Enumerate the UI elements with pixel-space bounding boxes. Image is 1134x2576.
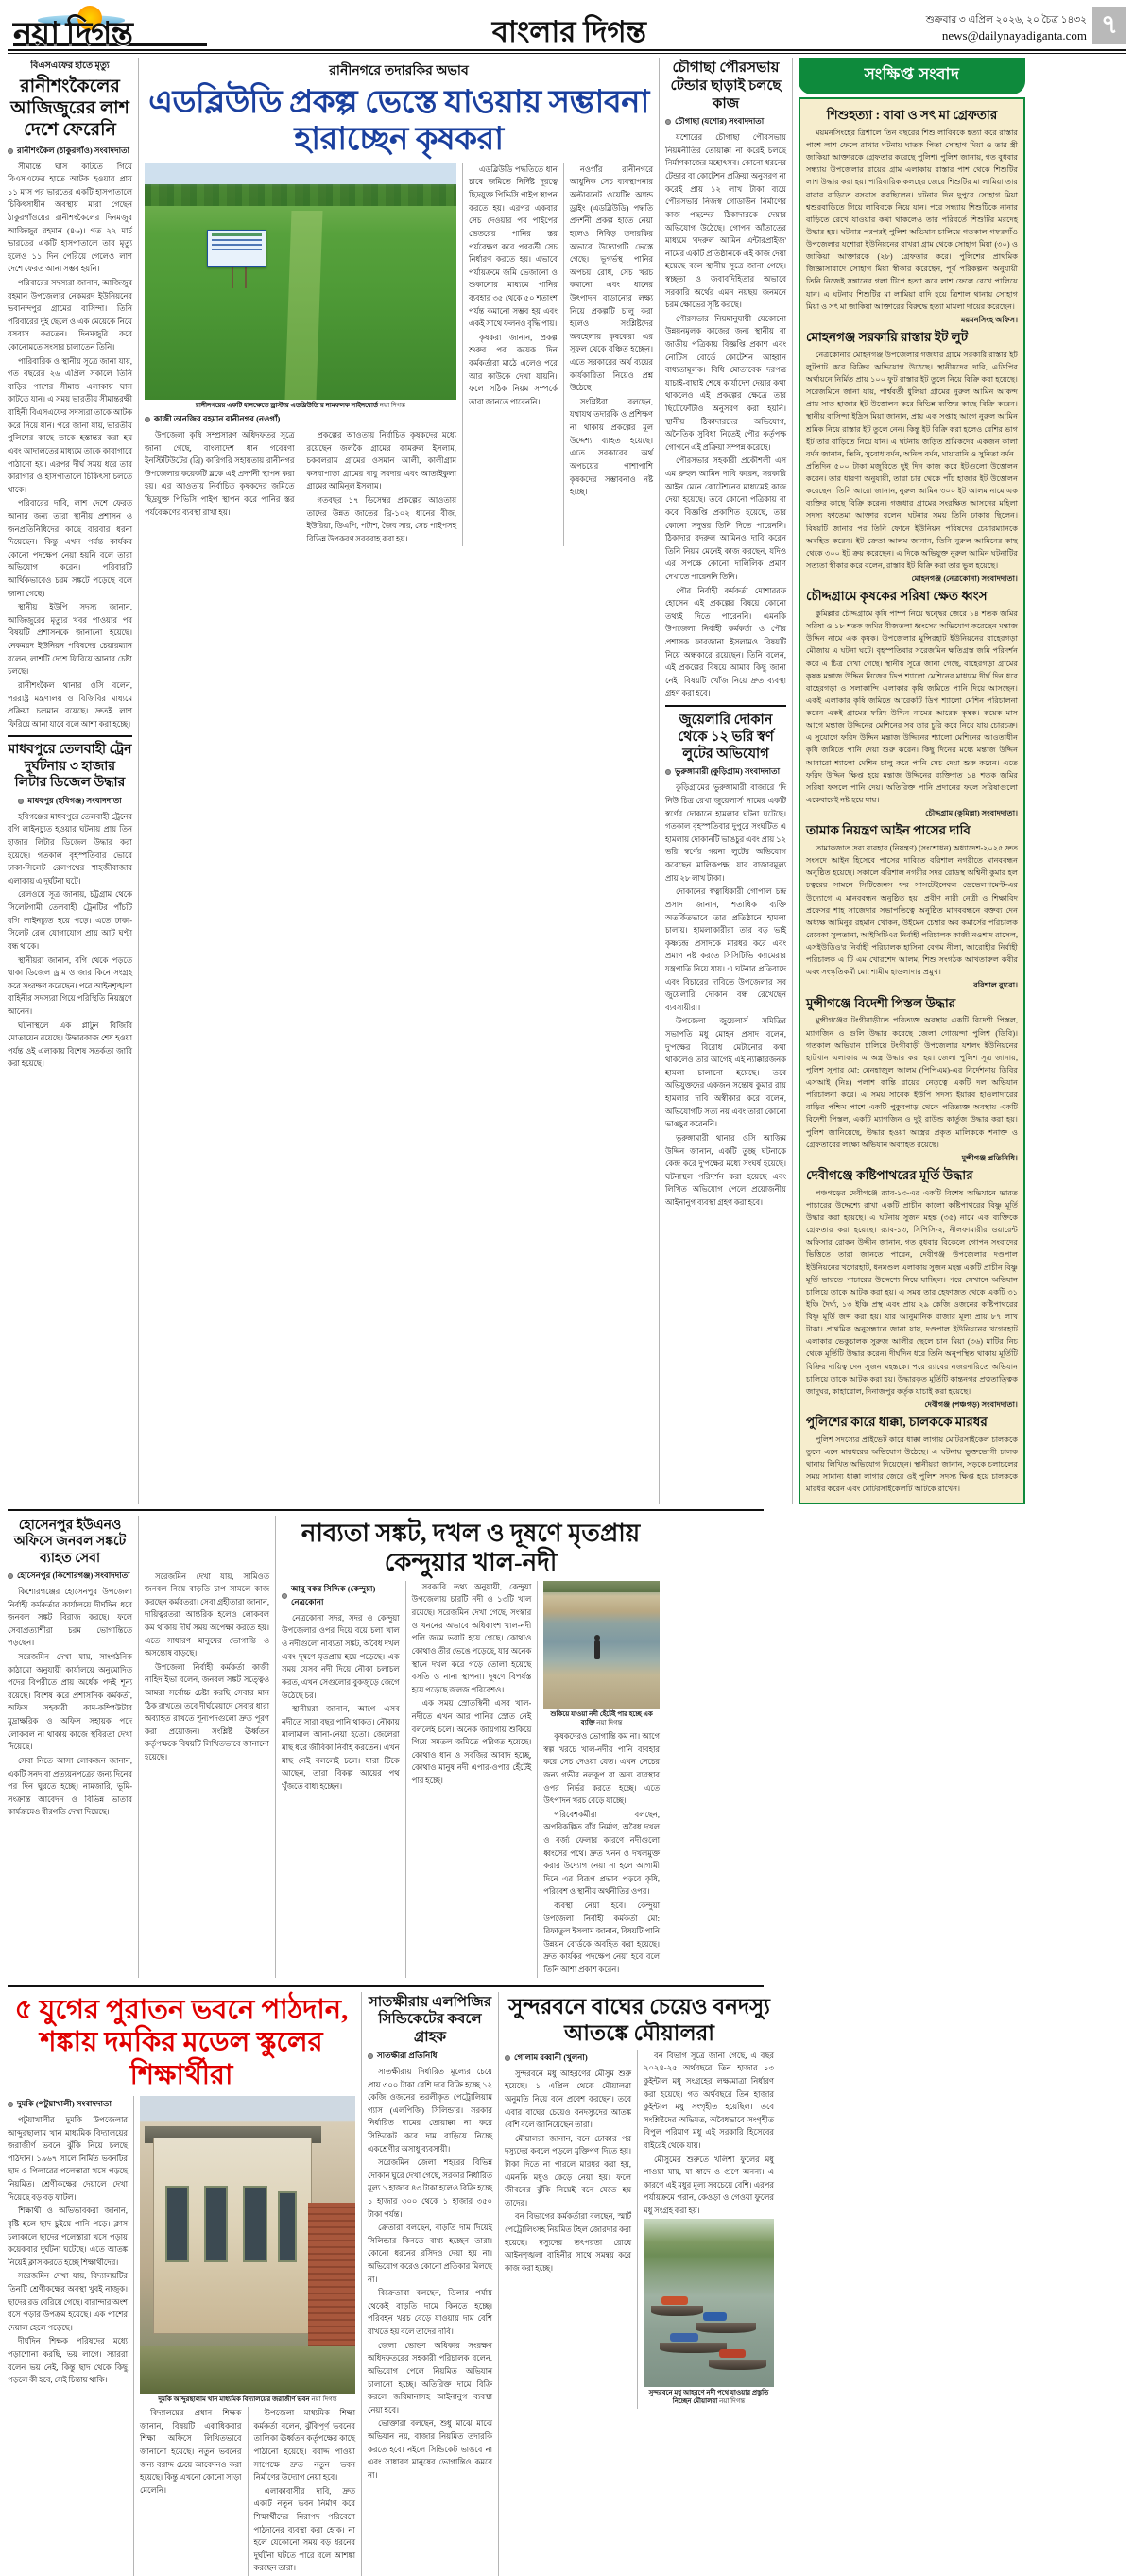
brief-item-title: মোহনগঞ্জ সরকারি রাস্তার ইট লুট xyxy=(806,329,969,344)
sundarban-col-a xyxy=(505,2050,631,2409)
left-para-1: পরিবারের সদস্যরা জানান, আজিজুর রহমান উপজেলার নেকমরদ ইউনিয়নের ভবানন্দপুর গ্রামের বাসিন্দা। তিনি পরিবারের দুই ছেলে ও এক মেয়েকে নিয়ে বসবাস করতেন। দিনমজুরি করে কোনোমতে সংসার চালাতেন তিনি। xyxy=(8,279,132,352)
school-lower-b xyxy=(254,2407,356,2576)
brief-item-source: মুন্সীগঞ্জ প্রতিনিধি। xyxy=(961,1153,1018,1162)
lead-sub-cols xyxy=(145,429,456,546)
school-headline[interactable]: ৫ যুগের পুরাতন ভবনে পাঠদান, শঙ্কায় দমকির মডেল স্কুলের শিক্ষার্থীরা xyxy=(14,1994,349,2091)
boat-graphic xyxy=(651,2306,703,2316)
brief-item-body: নেত্রকোনার মোহনগঞ্জ উপজেলার গজধার গ্রামে সরকারি রাস্তার ইট লুটপাট করে বিক্রির অভিযোগ উঠেছে। স্থানীয়দের দাবি, এডিপির অর্থায়নে নির্মিত প্রায় ১০০ ফুট রাস্তার ইট তুলে নিয়ে বিক্রি করা হয়েছে। সরেজমিনে জানা যায়, পার্শ্ববর্তী ধুলিয়া গ্রামের নুরুল আমিন আকন্দ প্রায় সাত হাজার ইট উত্তোলন করে বিভিন্ন ব্যক্তির কাছে বিক্রি করেন। স্থানীয় বাসিন্দা ইদ্রিস মিয়া জানান, প্রায় এক সপ্তাহ আগে নুরুল আমিন শ্রমিক নিয়ে রাস্তার ইট তুলে নেন। কিন্তু ইট বিক্রি করা হলেও বেশির ভাগ ইট তার বাড়িতে নিয়ে যান। এ ঘটনায় জড়িত শ্রমিকদের একজন কালা বর্মন জানান, তিনি, সুবোধ বর্মন, অনিল বর্মন, মায়ারানি ও সুনিতা বর্মন– প্রতিদিন ৫০০ টাকা মজুরিতে দুই দিন কাজ করে ইটগুলো উত্তোলন করেন। তার ধারণা অনুযায়ী, তারা চার থেকে পাঁচ হাজার ইট উত্তোলন করেছেন। তিনি আরো জানান, নুরুল আমিন ৩০০ ইট আলম নামে এক ব্যক্তির কাছে বিক্রি করেন। গজধার গ্রামের সংরক্ষিত আসনের মহিলা সদস্য ফাতেমা আক্তার বলেন, ঘটনার সময় তিনি ঢাকায় ছিলেন। বিষয়টি জানার পর তিনি ফোনে ইউনিয়ন পরিষদের চেয়ারম্যানকে অবহিত করেন। ইট ক্রেতা আলম জানান, তিনি নুরুল আমিনের কাছ থেকে ৩০০ ইট ক্রয় করেছেন। এ দিকে অভিযুক্ত নুরুল আমিন ঘটনাটির সত্যতা স্বীকার করে বলেন, রাস্তার ইট বিক্রি করা তার ভুল হয়েছে। xyxy=(806,350,1018,570)
lead-headline[interactable]: এডব্লিউডি প্রকল্প ভেস্তে যাওয়ায় সম্ভাবনা হারাচ্ছেন কৃষকরা xyxy=(148,85,649,158)
sundarban-para-4: বন বিভাগের কর্মকর্তারা বলছেন, স্মার্ট পেট্রোলিংসহ নিয়মিত টহল জোরদার করা হয়েছে। দস্যুদের তৎপরতা রোধে আইনশৃঙ্খলা বাহিনীর সাথে সমন্বয় করে কাজ করা হচ্ছে। xyxy=(505,2212,632,2273)
mid-left-col-2 xyxy=(145,1516,269,1978)
brief-item-title: শিশুহত্যা : বাবা ও সৎ মা গ্রেফতার xyxy=(826,108,998,122)
brief-item-source: চৌদ্দগ্রাম (কুমিল্লা) সংবাদদাতা। xyxy=(925,809,1018,817)
hossainpur-byline xyxy=(8,1570,132,1583)
brief-item-source: দেবীগঞ্জ (পঞ্চগড়) সংবাদদাতা। xyxy=(924,1400,1018,1409)
boat-graphic xyxy=(696,2323,755,2333)
kendua-para-3: স্থানীয়রা জানান, আগে এসব নদীতে সারা বছর পানি থাকত। নৌকায় মালামাল আনা-নেয়া হতো। জেলেরা মাছ ধরে জীবিকা নির্বাহ করতেন। এখন মাছ নেই বললেই চলে। যারা টিকে আছেন, তারা বিকল্প আয়ের পথ খুঁজতে বাধ্য হচ্ছেন। xyxy=(282,1705,400,1791)
chougacha-para-3: পৌর নির্বাহী কর্মকর্তা মোশাররফ হোসেন এই প্রকল্পের বিষয়ে কোনো তথ্যই দিতে পারেননি। এমনকি উপজেলা নির্বাহী কর্মকর্তা ও পৌর প্রশাসক ফারজানা ইসলামও বিষয়টি নিয়ে অন্ধকারে রয়েছেন। তিনি বলেন, এই প্রকল্পের বিষয়ে আমার কিছু জানা নেই। বিষয়টি খোঁজ নিয়ে দ্রুত ব্যবস্থা গ্রহণ করা হবে। xyxy=(665,586,786,698)
lead-story xyxy=(145,58,653,1504)
kendua-cols xyxy=(282,1581,660,1978)
lead-photo xyxy=(145,163,456,400)
chougacha-para-2: পৌরসভার সহকারী প্রকৌশলী এস এম রুহুল আমিন দাবি করেন, সরকারি আইন মেনে কোটেশনের মাধ্যমেই কাজ দেয়া হয়েছে। তবে কোনো পত্রিকায় বা কবে বিজ্ঞপ্তি প্রকাশিত হয়েছে, তার কোনো সদুত্তর তিনি দিতে পারেননি। ঠিকাদার বদরুল আমিনও দাবি করেন তিনি নিয়ম মেনেই কাজ করছেন, যদিও এর সপক্ষে কোনো দালিলিক প্রমাণ দেখাতে পারেননি তিনি। xyxy=(665,456,786,581)
column-divider xyxy=(361,1992,362,2576)
left-para-2: পারিবারিক ও স্থানীয় সূত্রে জানা যায়, গত বছরের ২৬ এপ্রিল সকালে তিনি বাড়ির পাশের সীমান্ত এলাকায় ঘাস কাটতে যান। এ সময় ভারতীয় সীমান্তরক্ষী বাহিনী বিএসএফের সদস্যরা তাকে আটক করে নিয়ে যান। পরে জানা যায়, ভারতীয় পুলিশের কাছে তাকে হস্তান্তর করা হয় এবং আদালতের মাধ্যমে তাকে কারাগারে পাঠানো হয়। এরপর দীর্ঘ সময় ধরে তার কারাগার ও হাসপাতালে চিকিৎসা চলতে থাকে। xyxy=(8,356,132,494)
brief-item-title: পুলিশের কারে ধাক্কা, চালককে মারধর xyxy=(806,1415,988,1429)
brief-item[interactable] xyxy=(806,823,1018,991)
bullet-icon xyxy=(665,769,671,775)
brief-item[interactable] xyxy=(806,108,1018,326)
column-divider xyxy=(498,1992,499,2576)
brief-item-title: মুন্সীগঞ্জে বিদেশী পিস্তল উদ্ধার xyxy=(806,995,956,1010)
left-column xyxy=(8,58,132,1504)
kendua-para-1: সরকারি তথ্য অনুযায়ী, কেন্দুয়া উপজেলায় চারটি নদী ও ১৩টি খাল রয়েছে। সরেজমিন দেখা গেছে, সংস্কার ও খননের অভাবে অধিকাংশ খাল-নদী পলি জমে ভরাট হয়ে গেছে। কোথাও কোথাও তীর ভেঙে পড়েছে, যার অনেক স্থানে দখল করে গড়ে তোলা হয়েছে বসতি ও নানা স্থাপনা। দূষণে বিপর্যস্ত হয়ে পড়েছে জলজ পরিবেশও। xyxy=(411,1582,532,1694)
school-para-5: দীর্ঘদিন শিক্ষক পরিষদের মধ্যে পড়াশোনা করছি, ভয় লাগে। স্যাররা বলেন ভয় নেই, কিন্তু ছাদ থেকে কিছু পড়লে কী হবে, সেই চিন্তায় থাকি। xyxy=(8,2337,128,2385)
lpg-para-1: সরেজমিন জেলা শহরের বিভিন্ন দোকান ঘুরে দেখা গেছে, সরকার নির্ধারিত মূল্য ১ হাজার ৪৩ টাকা হলেও বিক্রি হচ্ছে ১ হাজার ৩০০ থেকে ১ হাজার ৩৫০ টাকা পর্যন্ত। xyxy=(368,2158,492,2219)
lead-col-c xyxy=(469,163,558,547)
left-story2-byline xyxy=(8,795,132,808)
lead-byline-text: কাজী তানজির রহমান রানীনগর (নওগাঁ) xyxy=(154,413,281,423)
school-para-6: এলাকাবাসীর দাবি, দ্রুত একটি নতুন ভবন নির্মাণ করে শিক্ষার্থীদের নিরাপদ পরিবেশে পাঠদানের ব্যবস্থা করা হোক। না হলে যেকোনো সময় বড় ধরনের দুর্ঘটনা ঘটতে পারে বলে আশঙ্কা করছেন তারা। xyxy=(253,2486,355,2573)
kendua-col-a xyxy=(282,1581,400,1978)
school-byline-text: দুমকি (পটুয়াখালী) সংবাদদাতা xyxy=(17,2099,112,2109)
left-divider xyxy=(8,735,132,737)
lpg-para-3: বিক্রেতারা বলছেন, ডিলার পর্যায় থেকেই বাড়তি দামে কিনতে হচ্ছে। পরিবহন খরচ বেড়ে যাওয়ায় দাম বেশি রাখতে হয় বলে তাদের দাবি। xyxy=(368,2289,492,2337)
sundarban-para-1: বন বিভাগ সূত্রে জানা গেছে, এ বছর ২০২৪-২৫ অর্থবছরে তিন হাজার ১৩ কুইন্টাল মধু সংগ্রহের লক্ষ্যমাত্রা নির্ধারণ করা হয়েছে। গত অর্থবছরে তিন হাজার কুইন্টাল মধু সংগৃহীত হয়েছিল। তবে সংশ্লিষ্টদের অভিমত, অবৈধভাবে সংগৃহীত বিপুল পরিমাণ মধু এই সরকারি হিসেবের বাইরেই থেকে যায়। xyxy=(644,2051,774,2150)
column-divider xyxy=(462,163,463,547)
jewellery-byline-text: ভুরুঙ্গামারী (কুড়িগ্রাম) সংবাদদাতা xyxy=(675,766,781,777)
lead-para-1: উপজেলা কৃষি সম্প্রসারণ অধিদফতর সূত্রে জানা গেছে, বাংলাদেশ ধান গবেষণা ইনস্টিটিউটের (ব্রি) কারিগরি সহায়তায় রানীনগর উপজেলার কয়েকটি ব্লকে এই প্রদর্শনী স্থাপন করা হয়। এর আওতায় নির্বাচিত কৃষকদের জমিতে ছিদ্রযুক্ত পিভিসি পাইপ স্থাপন করে পানির স্তর পর্যবেক্ষণের ব্যবস্থা রাখা হয়। xyxy=(145,430,295,517)
left-story2-headline[interactable]: মাধবপুরে তেলবাহী ট্রেন দুর্ঘটনায় ৩ হাজার লিটার ডিজেল উদ্ধার xyxy=(8,743,132,791)
kendua-caption-text: শুকিয়ে যাওয়া নদী হেঁটেই পার হচ্ছে এক ব্যক্তি xyxy=(550,1709,653,1726)
sundarban-caption-credit: নয়া দিগন্ত xyxy=(719,2396,746,2405)
school-para-3: বিদ্যালয়ের প্রধান শিক্ষক জানান, বিষয়টি একাধিকবার শিক্ষা অফিসে লিখিতভাবে জানানো হয়েছে। নতুন ভবনের জন্য বরাদ্দ চেয়ে আবেদনও করা হয়েছে। কিন্তু এখনো কোনো সাড়া মেলেনি। xyxy=(140,2409,242,2495)
school-para-0: পটুয়াখালীর দুমকি উপজেলার আব্দুরছালাম খান মাধ্যমিক বিদ্যালয়ের জরাজীর্ণ ভবনে ঝুঁকি নিয়ে চলছে পাঠদান। ১৯৬৭ সালে নির্মিত ভবনটির ছাদ ও পিলারের পলেস্তারা খসে পড়ছে নিয়মিত। শ্রেণীকক্ষের দেয়ালে দেখা দিয়েছে বড় বড় ফাটল। xyxy=(8,2116,128,2202)
column-divider xyxy=(637,2050,638,2409)
school-lower-a xyxy=(140,2407,242,2576)
brief-item-body: তামাকজাত দ্রব্য ব্যবহার (নিয়ন্ত্রণ) (সংশোধন) অধ্যাদেশ-২০২৫ দ্রুত সংসদে আইন হিসেবে পাসের দাবিতে বরিশাল নগরীতে মানববন্ধন অনুষ্ঠিত হয়েছে। সকালে বরিশাল নগরীর সদর রোডস্থ অশ্বিনী কুমার হল চত্বরের সামনে সিটিজেনস ফর সাসটেইনেবল ডেভেলপমেন্ট-এর উদ্যোগে এ মানববন্ধন অনুষ্ঠিত হয়। প্রবীণ নারী নেত্রী ও শিক্ষাবিদ প্রফেসর শাহ সাজেদার সভাপতিত্বে অনুষ্ঠিত মানববন্ধনে বক্তব্য দেন অধ্যক্ষ আমিনুর রহমান খোকন, উইমেন চেম্বার অব কমার্সের পরিচালক রেবেকা সুলতানা, আইসিটিএর নির্বাহী পরিচালক কাজী নওশাদ রাসেল, এসইউডিও'র নির্বাহী পরিচালক হাসিনা বেগম নীলা, আরোহীর নির্বাহী পরিচালক এ টি এম খোরশেদ আলম, শিশু সংগঠক আখতারুল কবীর এবং সংস্কৃতিকর্মী মো: শামীম হাওলাদার প্রমুখ। xyxy=(806,844,1018,977)
left-para-4: স্থানীয় ইউপি সদস্য জানান, আজিজুরের মৃত্যুর খবর পাওয়ার পর বিষয়টি প্রশাসনকে জানানো হয়েছে। নেকমরদ ইউনিয়ন পরিষদের চেয়ারম্যান বলেন, লাশটি দেশে ফিরিয়ে আনার চেষ্টা চলছে। xyxy=(8,603,132,677)
cargo-graphic xyxy=(703,2312,727,2321)
lpg-para-4: জেলা ভোক্তা অধিকার সংরক্ষণ অধিদফতরের সহকারী পরিচালক বলেন, অভিযোগ পেলে নিয়মিত অভিযান চালানো হচ্ছে। অতিরিক্ত দামে বিক্রি করলে জরিমানাসহ আইনানুগ ব্যবস্থা নেয়া হবে। xyxy=(368,2341,492,2414)
brief-item[interactable] xyxy=(806,589,1018,819)
lead-caption-text: রানীনগরের একটি ধানক্ষেতে ড্রাস্টার এডব্লিউডি'র নামফলক সাইনবোর্ড xyxy=(196,401,379,409)
school-lower-cols xyxy=(140,2407,355,2576)
lead-col-d xyxy=(570,163,653,547)
kendua-byline xyxy=(282,1583,400,1609)
sundarban-para-0: সুন্দরবনে মধু আহরণের মৌসুম শুরু হয়েছে। ১ এপ্রিল থেকে মৌয়ালরা অনুমতি নিয়ে বনে প্রবেশ করছেন। তবে এবার বাঘের চেয়েও বনদস্যুদের আতঙ্ক বেশি বলে জানিয়েছেন তারা। xyxy=(505,2069,632,2130)
jewellery-para-0: কুড়িগ্রামের ভুরুঙ্গামারী বাজারে 'দি নিউ চিত্র রেখা জুয়েলার্স' নামের একটি স্বর্ণের দোকানে হামলার ঘটনা ঘটেছে। গতকাল বৃহস্পতিবার দুপুরে সংঘটিত এ হামলায় দোকানটি ভাঙচুর এবং প্রায় ১২ ভরি স্বর্ণের গয়না লুটের অভিযোগ করেছেন মালিকপক্ষ; যার বাজারমূল্য প্রায় ২৮ লাখ টাকা। xyxy=(665,783,786,883)
bottom-zone-divider xyxy=(8,1985,764,1987)
kendua-col-c xyxy=(543,1581,660,1978)
bullet-icon xyxy=(505,2055,510,2061)
lead-para-0: নওগাঁর রানীনগরে আধুনিক সেচ ব্যবস্থাপনার অল্টারনেট ওয়েটিং অ্যান্ড ড্রাইং (এডব্লিউডি) পদ্ধতি প্রদর্শনী প্রকল্প হাতে নেয়া হলেও নিবিড় তদারকির অভাবে উদ্যোগটি ভেস্তে গেছে। ভূগর্ভস্থ পানির অপচয় রোধ, সেচ খরচ কমানো এবং ধানের উৎপাদন বাড়ানোর লক্ষ্য নিয়ে প্রকল্পটি চালু করা হলেও সংশ্লিষ্টদের অবহেলায় কৃষকেরা এর সুফল থেকে বঞ্চিত হচ্ছেন। এতে সরকারের অর্থ ব্যয়ের কার্যকারিতা নিয়েও প্রশ্ন উঠেছে। xyxy=(569,164,653,393)
lpg-headline[interactable]: সাতক্ষীরায় এলপিজির সিন্ডিকেটের কবলে গ্রাহক xyxy=(368,1994,492,2046)
bullet-icon xyxy=(18,799,24,804)
brief-item-title: চৌদ্দগ্রামে কৃষকের সরিষা ক্ষেত ধ্বংস xyxy=(806,589,988,604)
person-figure xyxy=(594,1640,600,1659)
signboard-leg xyxy=(232,267,233,289)
sundarban-headline[interactable]: সুন্দরবনে বাঘের চেয়েও বনদস্যু আতঙ্কে মৌয়ালরা xyxy=(508,1994,770,2045)
lpg-para-0: সাতক্ষীরায় নির্ধারিত মূল্যের চেয়ে প্রায় ৩০০ টাকা বেশি দরে বিক্রি হচ্ছে ১২ কেজি ওজনের তরলীকৃত পেট্রোলিয়াম গ্যাস (এলপিজি) সিলিন্ডার। সরকার নির্ধারিত দামের তোয়াক্কা না করে সিন্ডিকেট করে দাম বাড়িয়ে নিচ্ছে একশ্রেণীর অসাধু ব্যবসায়ী। xyxy=(368,2067,492,2154)
school-col-b xyxy=(140,2096,355,2576)
left-story2-para-2: স্থানীয়রা জানান, বগি থেকে পড়তে থাকা ডিজেল ড্রাম ও জার কিনে সংগ্রহ করে সংরক্ষণ করেছেন। পরে আইনশৃঙ্খলা বাহিনীর সদস্যরা গিয়ে পরিস্থিতি নিয়ন্ত্রণে আনেন। xyxy=(8,955,132,1016)
bullet-icon xyxy=(665,119,671,125)
school-para-1: শিক্ষার্থী ও অভিভাবকরা জানান, বৃষ্টি হলে ছাদ চুইয়ে পানি পড়ে। ক্লাস চলাকালে ছাদের পলেস্তারা খসে পড়ায় কয়েকবার দুর্ঘটনা ঘটেছে। এতে আতঙ্ক নিয়েই ক্লাস করতে হচ্ছে শিক্ষার্থীদের। xyxy=(8,2207,128,2267)
kendua-para-6: ব্যবস্থা নেয়া হবে। কেন্দুয়া উপজেলা নির্বাহী কর্মকর্তা মো: রিফাতুল ইসলাম জানান, বিষয়টি পানি উন্নয়ন বোর্ডকে অবহিত করা হয়েছে। দ্রুত কার্যকর পদক্ষেপ নেয়া হবে বলে তিনি আশা প্রকাশ করেন। xyxy=(543,1900,660,1975)
brief-news-sidebar xyxy=(799,58,1025,1504)
column-divider xyxy=(138,1516,139,1978)
chougacha-byline-text: চৌগাছা (যশোর) সংবাদদাতা xyxy=(675,116,765,127)
logo-text: নয়া দিগন্ত xyxy=(13,17,132,52)
ground-graphic xyxy=(140,2346,355,2394)
bullet-icon xyxy=(8,148,13,154)
brief-item[interactable] xyxy=(806,330,1018,585)
sundarban-story xyxy=(505,1992,774,2576)
lead-sub-col-a xyxy=(145,429,295,546)
lead-kicker: রানীনগরে তদারকির অভাব xyxy=(329,64,469,78)
kendua-photo xyxy=(543,1581,660,1709)
lead-caption-credit: নয়া দিগন্ত xyxy=(379,401,405,409)
brief-item-source: মোহনগঞ্জ (নেত্রকোনা) সংবাদদাতা। xyxy=(911,575,1018,583)
hossainpur-para-2: সেবা নিতে আসা লোকজন জানান, একটি সনদ বা প্রত্যয়নপত্রের জন্য দিনের পর দিন ঘুরতে হচ্ছে। নামজারি, ভূমি-সংক্রান্ত আবেদন ও বিভিন্ন ভাতার কার্যক্রমেও ধীরগতি দেখা দিয়েছে। xyxy=(8,1756,132,1817)
brief-item[interactable] xyxy=(806,1168,1018,1411)
kendua-para-5: পরিবেশকর্মীরা বলছেন, অপরিকল্পিত বাঁধ নির্মাণ, অবৈধ দখল ও বর্জ্য ফেলার কারণে নদীগুলো ধ্বংসের পথে। দ্রুত খনন ও দখলমুক্ত করার উদ্যোগ নেয়া না হলে আগামী দিনে এর বিরূপ প্রভাব পড়বে কৃষি, পরিবেশ ও স্থানীয় অর্থনীতির ওপর। xyxy=(543,1810,660,1897)
lpg-byline-text: সাতক্ষীরা প্রতিনিধি xyxy=(377,2050,438,2060)
bullet-icon xyxy=(368,2053,373,2059)
left-story2-byline-text: মাধবপুর (হবিগঞ্জ) সংবাদদাতা xyxy=(27,795,122,805)
brief-item[interactable] xyxy=(806,1415,1018,1496)
cargo-graphic xyxy=(719,2349,746,2358)
bullet-icon xyxy=(8,1573,13,1579)
left-byline-text: রানীশংকৈল (ঠাকুরগাঁও) সংবাদদাতা xyxy=(17,145,130,155)
column-divider xyxy=(275,1516,276,1978)
kendua-para-0: নেত্রকোনা সদর, সদর ও কেন্দুয়া উপজেলার ওপর দিয়ে বয়ে চলা খাল ও নদীগুলো নাব্যতা সঙ্কট, অবৈধ দখল এবং দূষণে মৃতপ্রায় হয়ে পড়েছে। এক সময় যেসব নদী দিয়ে নৌকা চলাচল করত, এখন সেগুলোর বুকজুড়ে জেগে উঠেছে চর। xyxy=(282,1613,400,1700)
sundarban-photo xyxy=(644,2219,774,2387)
sundarban-byline xyxy=(505,2052,631,2065)
kendua-headline[interactable]: নাব্যতা সঙ্কট, দখল ও দূষণে মৃতপ্রায় কেন্দুয়ার খাল-নদী xyxy=(301,1519,641,1576)
window-graphic xyxy=(204,2186,228,2263)
brief-news-box xyxy=(799,97,1025,1504)
school-caption-text: দুমকি আব্দুরছালাম খান মাধ্যমিক বিদ্যালয়ের জরাজীর্ণ ভবন xyxy=(158,2396,310,2404)
lead-byline xyxy=(145,413,456,426)
chougacha-divider xyxy=(665,705,786,707)
brief-item-source: ময়মনসিংহ অফিস। xyxy=(960,315,1018,324)
boat-graphic xyxy=(709,2360,766,2370)
lead-para-6: সংশ্লিষ্টরা বলছেন, যথাযথ তদারকি ও প্রশিক্ষণ না থাকায় প্রকল্পের মূল উদ্দেশ্য ব্যাহত হয়েছে। এতে সরকারের অর্থ অপচয়ের পাশাপাশি কৃষকদের সম্ভাবনাও নষ্ট হচ্ছে। xyxy=(569,397,653,497)
publication-date: শুক্রবার ৩ এপ্রিল ২০২৬, ২০ চৈত্র ১৪৩২ xyxy=(925,15,1087,26)
school-para-4: উপজেলা মাধ্যমিক শিক্ষা কর্মকর্তা বলেন, ঝুঁকিপূর্ণ ভবনের তালিকা ঊর্ধ্বতন কর্তৃপক্ষের কাছে পাঠানো হয়েছে। বরাদ্দ পাওয়া সাপেক্ষে দ্রুত নতুন ভবন নির্মাণের উদ্যোগ নেয়া হবে। xyxy=(253,2409,355,2482)
brief-item-body: পুলিশ সদস্যের প্রাইভেট কারে ধাক্কা লাগায় মোটরসাইকেল চালককে তুলে এনে মারধরের অভিযোগ উঠেছে। এ ঘটনায় ভুক্তভোগী চালক থানায় লিখিত অভিযোগ দিয়েছেন। স্থানীয়রা জানান, সড়কে চলাচলের সময় সামান্য ধাক্কা লাগার জেরে ওই পুলিশ সদস্য ক্ষিপ্ত হয়ে চালককে মারধর করেন এবং মোটরসাইকেলটি আটকে রাখেন। xyxy=(806,1434,1018,1494)
brief-item-body: কুমিল্লার চৌদ্দগ্রামে কৃষি পাম্প নিয়ে দ্বন্দ্বের জেরে ১৪ শতক জমির সরিষা ও ১৮ শতক জমির বীজতলা ধ্বংসের অভিযোগ করেছেন মন্তাজ উদ্দিন নামে এক কৃষক। উপজেলার মুন্সিরহাট ইউনিয়নের বাহেরগড়া মৌজায় এ ঘটনা ঘটে। বৃহস্পতিবার সরেজমিন ক্ষতিগ্রস্ত জমি পরিদর্শন করে এ চিত্র দেখা গেছে। স্থানীয় সূত্রে জানা গেছে, বাহেরগড়া গ্রামের কৃষক মন্তাজ উদ্দিন নিজের ডিপ শ্যালো মেশিনের মাধ্যমে দীর্ঘ দিন ধরে বাহেরগড়া ও সলাকান্দি এলাকার কৃষি জমিতে পানি দিয়ে আসছেন। একই এলাকার কৃষি জমিতে আরেকটি ডিপ শ্যালো মেশিন পরিচালনা করেন একই গ্রামের ফরিদ উদ্দিন নামের আরেক কৃষক। কয়েক মাস আগে মন্তাজ উদ্দিনের মেশিনের সব তার চুরি করে নিয়ে যায় চোরচক্র। এ সুযোগে ফরিদ উদ্দিন মন্তাজ উদ্দিনের শ্যালো মেশিনের আওতাধীন কৃষি জমিতে পানি দেয়া শুরু করেন। কিছু দিনের মধ্যে মন্তাজ উদ্দিন আবারো শ্যালো মেশিন চালু করে পানি সেচ দেয়া শুরু করেন। এতে ফরিদ উদ্দিন ক্ষিপ্ত হয়ে মন্তাজ উদ্দিনের ব্যক্তিগত ১৪ শতক জমির সরিষা ফসলে পানি দেয়। অতিরিক্ত পানি প্রদানের ফলে সরিষাগুলো একেবারেই নষ্ট হয়ে যায়। xyxy=(806,610,1018,804)
contact-email[interactable]: news@dailynayadiganta.com xyxy=(941,27,1087,43)
newspaper-logo[interactable] xyxy=(9,4,213,52)
jewellery-para-3: ভুরুঙ্গামারী থানার ওসি আজিম উদ্দিন জানান, একটি তুচ্ছ ঘটনাকে কেন্দ্র করে দু'পক্ষের মধ্যে সংঘর্ষ হয়েছে। ঘটনাস্থল পরিদর্শন করা হয়েছে এবং লিখিত অভিযোগ পেলে প্রয়োজনীয় আইনানুগ ব্যবস্থা গ্রহণ করা হবে। xyxy=(665,1133,786,1207)
hossainpur-para-4: উপজেলা নির্বাহী কর্মকর্তা কাজী নাহিদ ইভা বলেন, জনবল সঙ্কট সত্ত্বেও আমরা সর্বোচ্চ চেষ্টা করছি সেবার মান ঠিক রাখতে। তবে দীর্ঘমেয়াদে সেবার ধারা অব্যাহত রাখতে শূন্যপদগুলো দ্রুত পূরণ করা প্রয়োজন। সংশ্লিষ্ট ঊর্ধ্বতন কর্তৃপক্ষকে বিষয়টি লিখিতভাবে জানানো হয়েছে। xyxy=(145,1662,269,1762)
jewellery-headline[interactable]: জুয়েলারি দোকান থেকে ১২ ভরি স্বর্ণ লুটের অভিযোগ xyxy=(678,713,774,763)
kendua-para-2: এক সময় স্রোতস্বিনী এসব খাল-নদীতে এখন আর পানির স্রোত নেই বললেই চলে। অনেক জায়গায় শুকিয়ে গিয়ে সমতল জমিতে পরিণত হয়েছে। কোথাও ধান ও সবজির আবাদ হচ্ছে, কোথাও মানুষ নদী এপার-ওপার হেঁটেই পার হচ্ছে। xyxy=(411,1699,532,1786)
masthead-meta xyxy=(926,4,1087,43)
lead-para-3: গতবছর ১৭ ডিসেম্বর প্রকল্পের আওতায় তাদের উন্নত জাতের ব্রি-১০২ ধানের বীজ, ইউরিয়া, ডিএপি, পটাশ, জৈব সার, সেচ পাইপসহ বিভিন্ন উপকরণ সরবরাহ করা হয়। xyxy=(306,496,456,543)
signboard-graphic xyxy=(207,230,266,267)
chougacha-para-0: যশোরের চৌগাছা পৌরসভায় নিয়মনীতির তোয়াক্কা না করেই চলছে নির্মাণকাজের মহোৎসব। কোনো ধরনের টেন্ডার বা কোটেশন প্রক্রিয়া অনুসরণ না করেই প্রায় ১২ লাখ টাকা ব্যয়ে পৌরসভার নিজস্ব গোডাউন নির্মাণের কাজ পছন্দের ঠিকাদারকে দেয়ার অভিযোগ উঠেছে। গোপন আঁতাতের মাধ্যমে 'বদরুল আমিন এন্টারপ্রাইজ' নামের একটি প্রতিষ্ঠানকে এই কাজ দেয়া হয়েছে বলে স্থানীয় সূত্রে জানা গেছে। স্বচ্ছতা ও জবাবদিহিতার অভাবে সরকারি অর্থের এমন নয়ছয় জনমনে চরম ক্ষোভের সৃষ্টি করছে। xyxy=(665,133,786,310)
signboard-leg-2 xyxy=(245,267,247,289)
page-body xyxy=(0,54,1134,2576)
masthead-right xyxy=(926,4,1126,44)
cargo-graphic xyxy=(670,2333,698,2342)
left-para-3: পরিবারের দাবি, লাশ দেশে ফেরত আনার জন্য তারা স্থানীয় প্রশাসন ও জনপ্রতিনিধিদের কাছে বারবার ধরনা দিয়েছেন। কিন্তু এখন পর্যন্ত কার্যকর কোনো পদক্ষেপ নেয়া হয়নি বলে তারা অভিযোগ করেন। পরিবারটি আর্থিকভাবেও চরম সঙ্কটে পড়েছে বলে জানা গেছে। xyxy=(8,499,132,598)
lead-para-5: কৃষকরা জানান, প্রকল্প শুরুর পর কয়েক দিন কর্মকর্তারা মাঠে এলেও পরে আর কাউকে দেখা যায়নি। ফলে সঠিক নিয়ম সম্পর্কে তারা জানতে পারেননি। xyxy=(469,333,558,406)
left-para-0: সীমান্তে ঘাস কাটতে গিয়ে বিএসএফের হাতে আটক হওয়ার প্রায় ১১ মাস পর ভারতের একটি হাসপাতালে চিকিৎসাধীন অবস্থায় মারা গেছেন ঠাকুরগাঁওয়ের রানীশংকৈলের দিনমজুর আজিজুর রহমান (৪৬)। গত ২২ মার্চ ভারতের একটি হাসপাতালে তার মৃত্যু হলেও ১১ দিন পেরিয়ে গেলেও লাশ দেশে ফেরত আনা সম্ভব হয়নি। xyxy=(8,162,132,274)
sundarban-caption-text: সুন্দরবনে মধু আহরণে নদী পথে যাওয়ার প্রস্তুতি নিচ্ছেন মৌয়ালরা xyxy=(648,2388,769,2405)
school-caption-credit: নয়া দিগন্ত xyxy=(311,2396,337,2404)
lpg-byline xyxy=(368,2050,492,2063)
left-headline[interactable]: রানীশংকৈলের আজিজুরের লাশ দেশে ফেরেনি xyxy=(10,77,129,141)
window-graphic xyxy=(243,2186,266,2263)
hossainpur-byline-text: হোসেনপুর (কিশোরগঞ্জ) সংবাদদাতা xyxy=(17,1571,130,1580)
bottom-zone xyxy=(8,1992,1126,2576)
sundarban-para-2: মৌসুমের শুরুতে খলিশা ফুলের মধু পাওয়া যায়, যা স্বাদে ও গুণে অনন্য। এ কারণে এই মধুর মূল্য সবচেয়ে বেশি। এরপর পর্যায়ক্রমে গরান, কেওড়া ও গেওয়া ফুলের মধু সংগ্রহ করা হয়। xyxy=(644,2155,774,2216)
brief-item-title: তামাক নিয়ন্ত্রণ আইন পাসের দাবি xyxy=(806,823,971,838)
lpg-para-5: ভোক্তারা বলছেন, শুধু মাঝে মাঝে অভিযান নয়, বাজার নিয়মিত তদারকি করতে হবে। নইলে সিন্ডিকেট ভাঙবে না এবং সাধারণ মানুষের ভোগান্তিও কমবে না। xyxy=(368,2419,492,2480)
column-divider xyxy=(138,58,139,1504)
brief-item-source: বরিশাল ব্যুরো। xyxy=(973,981,1018,990)
boat-graphic xyxy=(660,2343,728,2353)
column-divider xyxy=(659,58,660,1504)
kendua-story xyxy=(282,1516,660,1978)
middle-zone-divider xyxy=(8,1509,764,1511)
left-para-5: রানীশংকৈল থানার ওসি বলেন, পররাষ্ট্র মন্ত্রণালয় ও বিজিবির মাধ্যমে প্রক্রিয়া চলমান রয়েছে। দ্রুতই লাশ ফিরিয়ে আনা যাবে বলে আশা করা হচ্ছে। xyxy=(8,680,132,729)
brief-item-body: ময়মনসিংহের ত্রিশালে তিন বছরের শিশু লাবিবকে হত্যা করে রাস্তার পাশে লাশ ফেলে রাখার ঘটনায় ঘাতক পিতা সোহাগ মিয়া ও তার স্ত্রী জাকিয়া আক্তারকে গ্রেফতার করেছে পুলিশ। পুলিশ জানায়, গত বুধবার সন্ধ্যায় উপজেলার রায়ের গ্রাম এলাকায় রাস্তার পাশ থেকে শিশুটির লাশ উদ্ধার করা হয়। পারিবারিক কলহের জেরে শিশুটির মা লামিয়া তার বাবার বাড়িতে বসবাস করছিলেন। ঘটনার দিন দুপুরে সোহাগ মিয়া শ্বশুরবাড়িতে গিয়ে লাবিবকে নিয়ে যান। পরে সন্ধ্যায় শিশুটিকে নানার বাড়িতে রেখে যাওয়ার কথা থাকলেও তার পরিবর্তে শিশুটির মরদেহ উদ্ধার হয়। ঘটনার পরপরই পুলিশ অভিযান চালিয়ে গতকাল গফরগাঁও উপজেলার যশোরা ইউনিয়নের বাখরা গ্রাম থেকে সোহাগ মিয়া (৩০) ও জাকিয়া আক্তারকে (২৮) গ্রেফতার করে। পুলিশের প্রাথমিক জিজ্ঞাসাবাদে সোহাগ মিয়া স্বীকার করেছেন, পূর্ব পরিকল্পনা অনুযায়ী তিনি নিজেই সন্তানের গলা টিপে হত্যা করে লাশ ফেলে রেখে পালিয়ে যান। এ ঘটনায় শিশুটির মা লামিয়া বাদি হয়ে ত্রিশাল থানায় সোহাগ মিয়া ও সৎ মা জাকিয়া আক্তারের বিরুদ্ধে হত্যা মামলা দায়ের করেছেন। xyxy=(806,128,1018,311)
kendua-byline-text: আবু বকর সিদ্দিক (কেন্দুয়া) নেত্রকোনা xyxy=(291,1583,376,1606)
chougacha-para-1: পৌরসভার নিয়মানুযায়ী যেকোনো উন্নয়নমূলক কাজের জন্য স্থানীয় বা জাতীয় পত্রিকায় বিজ্ঞপ্তি প্রকাশ এবং নোটিস বোর্ডে কোটেশন আহ্বান বাধ্যতামূলক। বিধি মোতাবেক দরপত্র যাচাই-বাছাই শেষে কার্যাদেশ দেয়ার কথা থাকলেও এই প্রকল্পের ক্ষেত্রে তার ছিটেফোঁটাও অনুসরণ করা হয়নি। স্থানীয় ঠিকাদারদের অভিযোগ, অনৈতিক সুবিধা নিতেই পৌর কর্তৃপক্ষ গোপনে এই প্রক্রিয়া সম্পন্ন করেছে। xyxy=(665,314,786,452)
left-byline xyxy=(8,145,132,158)
cargo-graphic xyxy=(662,2296,688,2305)
column-divider xyxy=(133,2096,134,2576)
school-photo-caption xyxy=(140,2396,355,2404)
masthead xyxy=(0,0,1134,52)
kendua-caption-credit: নয়া দিগন্ত xyxy=(596,1718,623,1726)
kendua-photo-caption xyxy=(543,1710,660,1727)
column-divider xyxy=(537,1581,538,1978)
kendua-para-4: কৃষকদেরও ভোগান্তি কম না। আগে স্বল্প খরচে খাল-নদীর পানি ব্যবহার করে সেচ দেওয়া যেত। এখন সেচের জন্য গভীর নলকূপ বা অন্য ব্যবস্থার ওপর নির্ভর করতে হচ্ছে। এতে উৎপাদন খরচ বেড়ে যাচ্ছে। xyxy=(543,1732,660,1806)
middle-zone xyxy=(8,1516,1126,1978)
left-story2-para-1: রেলওয়ে সূত্র জানায়, চট্টগ্রাম থেকে সিলেটগামী তেলবাহী ট্রেনটির পাঁচটি বগি লাইনচ্যুত হয়ে পড়ে। এতে ঢাকা-সিলেট রেল যোগাযোগ প্রায় আট ঘণ্টা বন্ধ থাকে। xyxy=(8,890,132,951)
school-cols xyxy=(8,2096,355,2576)
left-kicker: বিএসএফের হাতে মৃত্যু xyxy=(30,61,110,71)
brick-wall-graphic xyxy=(308,2203,355,2352)
chougacha-story xyxy=(665,58,786,1504)
lead-para-4: এডব্লিউডি পদ্ধতিতে ধান চাষে জমিতে নির্দিষ্ট দূরত্বে ছিদ্রযুক্ত পিভিসি পাইপ স্থাপন করতে হয়। এরপর একবার সেচ দেওয়ার পর পাইপের ভেতরের পানির স্তর পর্যবেক্ষণ করে পরবর্তী সেচ নির্ধারণ করতে হয়। এভাবে পর্যায়ক্রমে জমি ভেজানো ও শুকানোর মাধ্যমে পানির ব্যবহার ৩৫ থেকে ৫০ শতাংশ পর্যন্ত কমানো সম্ভব হয় এবং একই সাথে ফলনও বৃদ্ধি পায়। xyxy=(469,164,558,329)
brief-item-body: মুন্সীগঞ্জের টংগীবাড়ীতে পরিত্যক্ত অবস্থায় একটি বিদেশী পিস্তল, ম্যাগজিন ও গুলি উদ্ধার করেছে জেলা গোয়েন্দা পুলিশ (ডিবি)। গতকাল অভিযান চালিয়ে টংগীবাড়ী উপজেলার যশলং ইউনিয়নের হাটখান এলাকায় এ অস্ত্র উদ্ধার করা হয়। জেলা পুলিশ সূত্র জানায়, পুলিশ সুপার মো: মেনহাজুল আলম (পিপিএম)-এর নির্দেশনায় ডিবির এসআই (নিঃ) পলাশ কান্তি রায়ের নেতৃত্বে একটি দল অভিযান পরিচালনা করে। এ সময় সাবেক ইউপি সদস্য ইয়ারব হাওলাদারের বাড়ির পশ্চিম পাশে একটি পুকুরপাড় থেকে পরিত্যক্ত অবস্থায় একটি বিদেশী পিস্তল, একটি ম্যাগজিন ও দুই রাউন্ড কার্তুজ উদ্ধার করা হয়। পুলিশ জানিয়েছে, উদ্ধার হওয়া অস্ত্রের প্রকৃত মালিককে শনাক্ত ও গ্রেফতারের লক্ষ্যে অভিযান অব্যাহত রয়েছে। xyxy=(806,1016,1018,1149)
lead-photo-caption xyxy=(145,402,456,410)
lead-upper xyxy=(145,163,653,547)
sundarban-photo-caption xyxy=(644,2389,774,2406)
bullet-icon xyxy=(145,417,150,422)
column-divider xyxy=(792,58,793,1504)
bullet-icon xyxy=(282,1593,287,1599)
chougacha-byline xyxy=(665,115,786,129)
brief-item-title: দেবীগঞ্জে কষ্টিপাথরের মূর্তি উদ্ধার xyxy=(806,1167,973,1182)
hossainpur-para-0: কিশোরগঞ্জের হোসেনপুর উপজেলা নির্বাহী কর্মকর্তার কার্যালয়ে দীর্ঘদিন ধরে জনবল সঙ্কট বিরাজ করছে। ফলে সেবাপ্রত্যাশীরা চরম ভোগান্তিতে পড়ছেন। xyxy=(8,1588,132,1648)
top-zone xyxy=(8,58,1126,1504)
section-title: বাংলার দিগন্ত xyxy=(491,15,647,48)
brief-item-body: পঞ্চগড়ের দেবীগঞ্জে র‌্যাব-১৩-এর একটি বিশেষ অভিযানে ভারত পাচারের উদ্দেশ্যে রাখা একটি প্রাচীন কালো কষ্টিপাথরের বিষ্ণু মূর্তি উদ্ধার করা হয়েছে। এ ঘটনায় সুজন মহন্ত (৩৫) নামে এক ব্যক্তিকে গ্রেফতার করা হয়েছে। র‌্যাব-১৩, সিপিসি-২, নীলফামারীর ওয়ারেন্ট অফিসার রোকন উদ্দীন জানান, গত বুধবার বিকেলে গোপন সংবাদের ভিত্তিতে তারা জানতে পারেন, দেবীগঞ্জ উপজেলার দণ্ডপাল ইউনিয়নের খগেরহাট, ধনমণ্ডল এলাকায় সুজন মহন্ত একটি প্রাচীন বিষ্ণু মূর্তি ভারতে পাচারের উদ্দেশ্যে নিয়ে যাচ্ছিল। পরে সেখানে অভিযান চালিয়ে তাকে আটক করা হয়। এ সময় তার হেফাজত থেকে একটি ৩১ ইঞ্চি দৈর্ঘ্য, ১৩ ইঞ্চি প্রস্থ এবং প্রায় ২৯ কেজি ওজনের কষ্টিপাথরের বিষ্ণু মূর্তি জব্দ করা হয়। যার আনুমানিক বাজার মূল্য প্রায় ৮৭ লাখ টাকা। প্রাথমিক অনুসন্ধানে জানা যায়, দণ্ডপাল ইউনিয়নের খগেরহাট এলাকার ভেকুচালক সুরুজ আলীর ছেলে চান মিয়া (৩৬) মাটির নিচ থেকে মূর্তিটি উদ্ধার করেন। দীর্ঘদিন ধরে তিনি অনুপস্থিত থাকায় মূর্তিটি বিক্রির দায়িত্ব দেন সুজন মহন্তকে। পরে র‌্যাবের নজরদারিতে অভিযান চালিয়ে তাকে আটক করা হয়। উদ্ধারকৃত মূর্তিটি কান্তনগর প্রত্নতাত্ত্বিক জাদুঘর, কাহারোল, দিনাজপুর কর্তৃক যাচাই করা হয়েছে। xyxy=(806,1188,1018,1396)
jewellery-byline xyxy=(665,765,786,779)
school-byline xyxy=(8,2098,128,2111)
left-story2-para-0: হবিগঞ্জের মাধবপুরে তেলবাহী ট্রেনের বগি লাইনচ্যুত হওয়ার ঘটনায় প্রায় তিন হাজার লিটার ডিজেল উদ্ধার করা হয়েছে। গতকাল বৃহস্পতিবার ভোরে ঢাকা-সিলেট রেলপথের শাহজীবাজার এলাকায় এ দুর্ঘটনা ঘটে। xyxy=(8,812,132,885)
column-divider xyxy=(563,163,564,547)
bullet-icon xyxy=(8,2102,13,2107)
jewellery-para-1: দোকানের স্বত্বাধিকারী গোপাল চন্দ্র প্রসাদ জানান, শতাধিক ব্যক্তি অতর্কিতভাবে তার প্রতিষ্ঠানে হামলা চালায়। হামলাকারীরা তার বড় ভাই কৃষ্ণচন্দ্র প্রসাদকে মারধর করে এবং প্রমাণ নষ্ট করতে সিসিটিভি ক্যামেরার যন্ত্রপাতি নিয়ে যায়। এ ঘটনার প্রতিবাদে এবং বিচারের দাবিতে উপজেলার সব জুয়েলারি দোকান বন্ধ রেখেছেন ব্যবসায়ীরা। xyxy=(665,887,786,1012)
school-col-a xyxy=(8,2096,128,2576)
window-graphic xyxy=(165,2186,189,2263)
hossainpur-headline[interactable]: হোসেনপুর ইউএনও অফিসে জনবল সঙ্কটে ব্যাহত সেবা xyxy=(13,1518,127,1566)
school-para-2: সরেজমিন দেখা যায়, বিদ্যালয়টির তিনটি শ্রেণীকক্ষের অবস্থা খুবই নাজুক। ছাদের রড বেরিয়ে গেছে। বারান্দার অংশ ধসে পড়ার উপক্রম হয়েছে। এক পাশের দেয়াল হেলে পড়েছে। xyxy=(8,2272,128,2332)
lead-para-2: প্রকল্পের আওতায় নির্বাচিত কৃষকদের মধ্যে রয়েছেন জলকৈ গ্রামের কামরুল ইসলাম, চকবলরাম গ্রামের ওসমান আলী, কালীগ্রাম কসবাপাড়া গ্রামের বাবু সরদার এবং আতাইকুলা গ্রামের আমিনুল ইসলাম। xyxy=(306,430,456,491)
school-story xyxy=(8,1992,355,2576)
chougacha-headline[interactable]: চৌগাছা পৌরসভায় টেন্ডার ছাড়াই চলছে কাজ xyxy=(670,60,782,112)
window-graphic xyxy=(278,2191,298,2263)
sundarban-byline-text: গোলাম রব্বানী (খুলনা) xyxy=(514,2052,588,2062)
school-photo xyxy=(140,2096,355,2394)
jewellery-para-2: উপজেলা জুয়েলার্স সমিতির সভাপতি মধু মোহন প্রসাদ বলেন, দু'পক্ষের বিরোধ মেটানোর কথা থাকলেও তার আগেই এই ন্যাক্কারজনক হামলা চালানো হয়েছে। তবে অভিযুক্তদের একজন সন্তোষ কুমার রায় হামলার দাবি অস্বীকার করে বলেন, অভিযোগটি সত্য নয় এবং তারা কোনো ভাঙচুর করেননি। xyxy=(665,1017,786,1129)
lead-sub-col-b xyxy=(307,429,457,546)
brief-item[interactable] xyxy=(806,996,1018,1164)
column-divider xyxy=(248,2407,249,2576)
column-divider xyxy=(405,1581,406,1978)
sundarban-col-b xyxy=(644,2050,774,2409)
sundarban-para-3: মৌয়ালরা জানান, বনে ঢোকার পর দস্যুদের কবলে পড়লে মুক্তিপণ দিতে হয়। টাকা দিতে না পারলে মারধর করা হয়, এমনকি মধুও কেড়ে নেয়া হয়। ফলে জীবনের ঝুঁকি নিয়েই বনে যেতে হয় তাদের। xyxy=(505,2134,632,2207)
lpg-story xyxy=(368,1992,492,2576)
hossainpur-para-1: সরেজমিন দেখা যায়, সাংগঠনিক কাঠামো অনুযায়ী কার্যালয়ে অনুমোদিত পদের বিপরীতে প্রায় অর্ধেক পদই শূন্য রয়েছে। বিশেষ করে প্রশাসনিক কর্মকর্তা, অফিস সহকারী কাম-কম্পিউটার মুদ্রাক্ষরিক ও অফিস সহায়ক পদে লোকবল না থাকায় কাজে স্থবিরতা দেখা দিয়েছে। xyxy=(8,1653,132,1752)
lpg-para-2: ক্রেতারা বলছেন, বাড়তি দাম দিয়েই সিলিন্ডার কিনতে বাধ্য হচ্ছেন তারা। কোনো ধরনের রসিদও দেয়া হয় না। অভিযোগ করেও কোনো প্রতিকার মিলছে না। xyxy=(368,2224,492,2284)
sundarban-cols xyxy=(505,2050,774,2409)
hossainpur-para-3: সরেজমিন দেখা যায়, সামিওত জনবল নিয়ে বাড়তি চাপ সামলে কাজ করছেন কর্মরতরা। সেবা গ্রহীতারা জানান, দায়িত্বরতরা আন্তরিক হলেও লোকবল কম থাকায় দীর্ঘ সময় অপেক্ষা করতে হয়। এতে সাধারণ মানুষের ভোগান্তি ও অসন্তোষ বাড়ছে। xyxy=(145,1571,269,1658)
lead-photo-block xyxy=(145,163,456,547)
brief-news-header: সংক্ষিপ্ত সংবাদ xyxy=(799,58,1025,94)
mid-left-col xyxy=(8,1516,132,1978)
left-story2-para-3: ঘটনাস্থলে এক প্লাটুন বিজিবি মোতায়েন রয়েছে। উদ্ধারকাজ শেষ হওয়া পর্যন্ত ওই এলাকায় বিশেষ সতর্কতা জারি করা হয়েছে। xyxy=(8,1021,132,1069)
page-number-badge: ৭ xyxy=(1092,7,1126,44)
kendua-col-b xyxy=(412,1581,532,1978)
